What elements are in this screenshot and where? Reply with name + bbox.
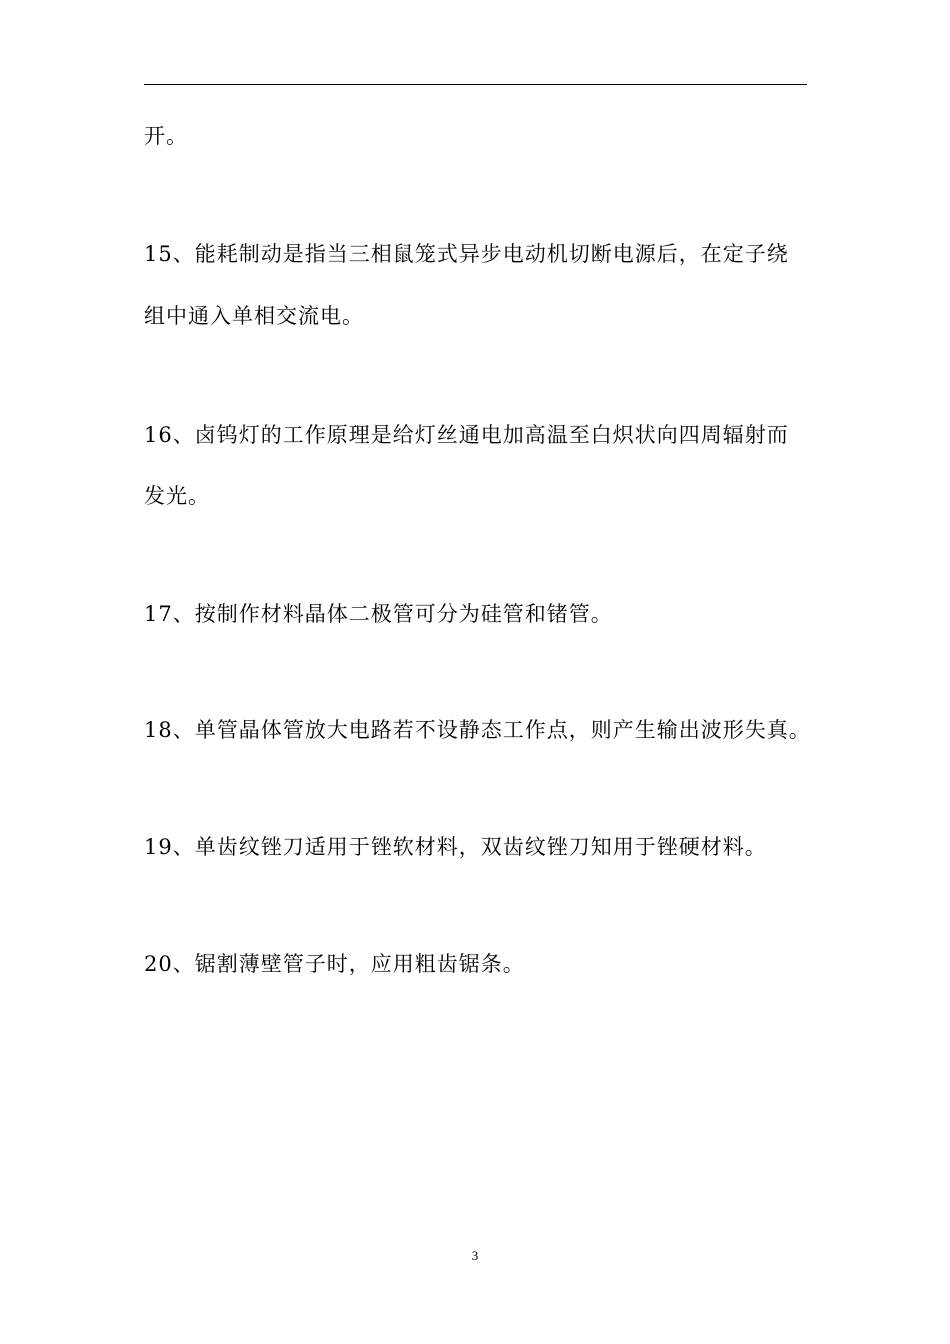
question-15-line-2: 组中通入单相交流电。: [144, 304, 364, 328]
question-17: 17、按制作材料晶体二极管可分为硅管和锗管。: [144, 602, 613, 626]
question-19: 19、单齿纹锉刀适用于锉软材料，双齿纹锉刀知用于锉硬材料。: [144, 835, 767, 859]
question-18: 18、单管晶体管放大电路若不设静态工作点，则产生输出波形失真。: [144, 718, 811, 742]
text-line: 开。: [144, 124, 188, 148]
question-15-line-1: 15、能耗制动是指当三相鼠笼式异步电动机切断电源后，在定子绕: [144, 242, 789, 266]
page-number: 3: [471, 1248, 479, 1263]
header-rule: [144, 84, 807, 85]
question-16-line-2: 发光。: [144, 484, 210, 508]
question-20: 20、锯割薄壁管子时，应用粗齿锯条。: [144, 952, 525, 976]
question-16-line-1: 16、卤钨灯的工作原理是给灯丝通电加高温至白炽状向四周辐射而: [144, 423, 789, 447]
